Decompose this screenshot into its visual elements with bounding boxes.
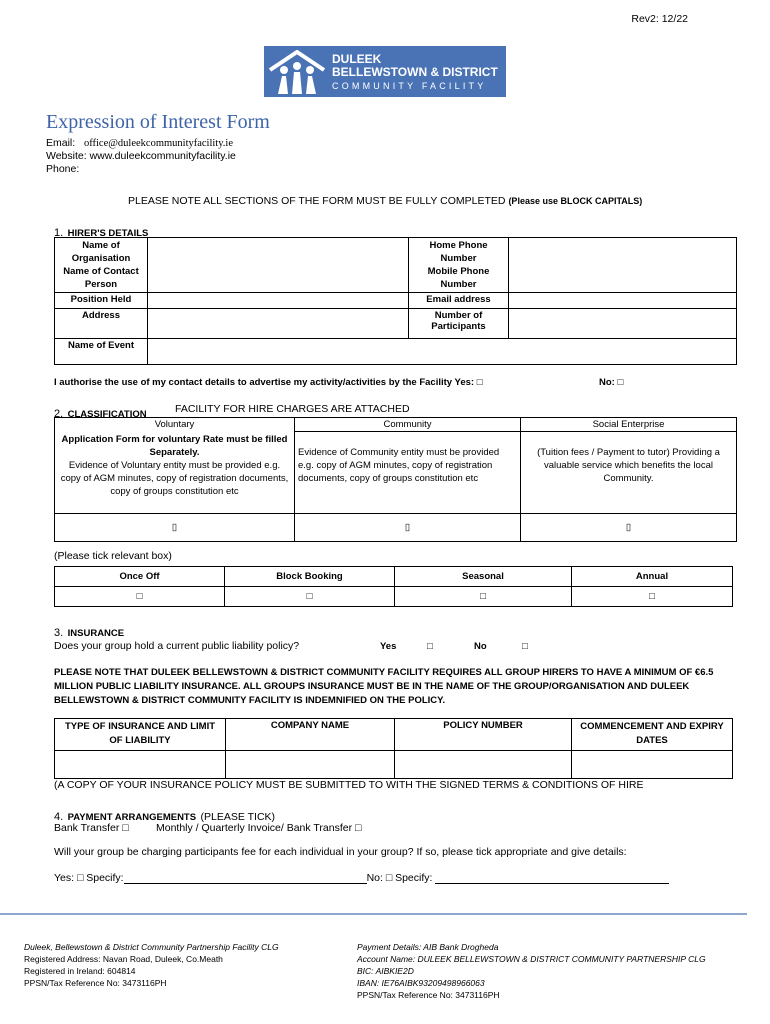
insurance-no: No <box>474 641 487 652</box>
label-address: Address <box>55 309 148 339</box>
fee-yes-row <box>54 872 669 884</box>
fee-question: Will your group be charging participants fee for each individual in your group? If so, please tick appropriate and give details: <box>54 846 627 858</box>
footer-divider <box>0 913 747 915</box>
input-phones[interactable] <box>509 238 737 293</box>
fee-yes-label[interactable]: Yes: □ Specify: <box>54 872 124 884</box>
contact-block <box>46 137 236 176</box>
voluntary-evidence: Evidence of Voluntary entity must be provided e.g. copy of AGM minutes, copy of registration documents, copy of groups constitution etc <box>60 459 289 497</box>
section4-title: PAYMENT ARRANGEMENTS <box>67 812 197 823</box>
house-people-icon <box>268 50 326 94</box>
footer-registration: Registered in Ireland: 604814 <box>24 966 136 976</box>
fee-no-label[interactable]: No: □ Specify: <box>366 872 433 884</box>
label-home-phone: Home Phone Number <box>429 240 488 264</box>
tick-note: (Please tick relevant box) <box>54 550 172 562</box>
voluntary-details <box>55 432 295 514</box>
footer-address: Registered Address: Navan Road, Duleek, Co.Meath <box>24 954 223 964</box>
label-event: Name of Event <box>55 339 148 365</box>
phone-label: Phone: <box>46 163 80 175</box>
hirer-details-table <box>54 237 737 365</box>
authorise-statement: I authorise the use of my contact details to advertise my activity/activities by the Facility Yes: □ <box>54 377 483 388</box>
booking-annual: Annual <box>572 567 733 587</box>
classification-table <box>54 417 737 542</box>
footer-tax-ref-2: PPSN/Tax Reference No: 3473116PH <box>357 990 500 1000</box>
ins-input-company[interactable] <box>226 751 395 779</box>
revision-label: Rev2: 12/22 <box>631 13 688 25</box>
note-sub: (Please use BLOCK CAPITALS) <box>508 196 643 206</box>
section3-heading <box>54 623 124 641</box>
insurance-question: Does your group hold a current public liability policy? <box>54 640 300 652</box>
completion-note <box>128 195 642 207</box>
logo-line3: COMMUNITY FACILITY <box>332 81 487 91</box>
insurance-yes: Yes <box>380 641 397 652</box>
logo-line2: BELLEWSTOWN & DISTRICT <box>332 65 498 79</box>
fee-no-specify-line[interactable] <box>435 872 669 884</box>
footer-account-name: Account Name: DULEEK BELLEWSTOWN & DISTRICT COMMUNITY PARTNERSHIP CLG <box>357 954 706 964</box>
input-org-contact[interactable] <box>148 238 409 293</box>
social-details: (Tuition fees / Payment to tutor) Providing a valuable service which benefits the local Community. <box>521 432 737 514</box>
label-name-contact: Name of Contact Person <box>63 266 139 290</box>
section4-number: 4. <box>54 811 64 823</box>
input-position[interactable] <box>148 293 409 309</box>
col-community: Community <box>295 418 521 432</box>
insurance-notice: PLEASE NOTE THAT DULEEK BELLEWSTOWN & DISTRICT COMMUNITY FACILITY REQUIRES ALL GROUP HIRERS TO HAVE A MINIMUM OF €6.5 MILLION PUBLIC LIABILITY INSURANCE. ALL GROUPS INSURANCE MUST BE IN THE NAME OF THE GROUP/ORGANISATION AND DULEEK BELLEWSTOWN & DISTRICT COMMUNITY FACILITY IS INDEMNIFIED ON THE POLICY. <box>54 667 714 706</box>
footer-iban: IBAN: IE76AIBK93209498966063 <box>357 978 485 988</box>
footer-payment-info <box>357 941 706 1001</box>
section4-sub: (PLEASE TICK) <box>200 811 276 823</box>
input-address[interactable] <box>148 309 409 339</box>
note-main: PLEASE NOTE ALL SECTIONS OF THE FORM MUST BE FULLY COMPLETED <box>128 195 506 207</box>
label-email: Email address <box>409 293 509 309</box>
insurance-copy-note: (A COPY OF YOUR INSURANCE POLICY MUST BE SUBMITTED TO WITH THE SIGNED TERMS & CONDITIONS OF HIRE <box>54 779 644 791</box>
section3-title: INSURANCE <box>67 628 125 639</box>
form-title: Expression of Interest Form <box>46 111 270 133</box>
section2-number: 2. <box>54 408 64 420</box>
booking-type-table <box>54 566 733 607</box>
col-voluntary: Voluntary <box>55 418 295 432</box>
community-evidence: Evidence of Community entity must be provided e.g. copy of AGM minutes, copy of registration documents, copy of groups constitution etc <box>295 432 521 514</box>
tick-annual[interactable]: □ <box>572 587 733 607</box>
footer-tax-ref: PPSN/Tax Reference No: 3473116PH <box>24 978 167 988</box>
ins-col-type: TYPE OF INSURANCE AND LIMIT OF LIABILITY <box>55 719 226 751</box>
ins-input-policy[interactable] <box>395 751 572 779</box>
authorise-no[interactable]: No: □ <box>599 377 624 388</box>
ins-col-company: COMPANY NAME <box>226 719 395 751</box>
website-value: www.duleekcommunityfacility.ie <box>89 150 236 162</box>
label-name-org: Name of Organisation <box>71 240 131 264</box>
payment-monthly[interactable]: Monthly / Quarterly Invoice/ Bank Transfer □ <box>156 822 362 834</box>
input-event[interactable] <box>148 339 737 365</box>
section1-number: 1. <box>54 227 64 239</box>
section3-number: 3. <box>54 627 64 639</box>
footer-bic: BIC: AIBKIE2D <box>357 966 414 976</box>
footer-bank: Payment Details: AIB Bank Drogheda <box>357 942 499 952</box>
tick-social[interactable]: ▯ <box>521 514 737 542</box>
footer-company-info <box>24 941 279 989</box>
logo-line1: DULEEK <box>332 52 382 66</box>
tick-once-off[interactable]: □ <box>55 587 225 607</box>
ins-input-dates[interactable] <box>572 751 733 779</box>
fee-yes-specify-line[interactable] <box>124 872 367 884</box>
insurance-yes-box[interactable]: □ <box>427 641 433 652</box>
col-social: Social Enterprise <box>521 418 737 432</box>
label-position: Position Held <box>55 293 148 309</box>
booking-seasonal: Seasonal <box>395 567 572 587</box>
tick-seasonal[interactable]: □ <box>395 587 572 607</box>
ins-input-type[interactable] <box>55 751 226 779</box>
insurance-no-box[interactable]: □ <box>522 641 528 652</box>
section1-title: HIRER'S DETAILS <box>67 228 149 239</box>
tick-voluntary[interactable]: ▯ <box>55 514 295 542</box>
booking-once-off: Once Off <box>55 567 225 587</box>
voluntary-note: Application Form for voluntary Rate must be filled Separately. <box>61 433 288 458</box>
ins-col-policy: POLICY NUMBER <box>395 719 572 751</box>
section2-title: CLASSIFICATION <box>67 409 147 420</box>
charges-attached: FACILITY FOR HIRE CHARGES ARE ATTACHED <box>175 403 410 415</box>
facility-logo <box>264 46 506 97</box>
email-value: office@duleekcommunityfacility.ie <box>83 138 233 149</box>
payment-bank-transfer[interactable]: Bank Transfer □ <box>54 822 129 834</box>
insurance-table <box>54 718 733 779</box>
tick-block[interactable]: □ <box>225 587 395 607</box>
tick-community[interactable]: ▯ <box>295 514 521 542</box>
footer-company-name: Duleek, Bellewstown & District Community Partnership Facility CLG <box>24 942 279 952</box>
input-email[interactable] <box>509 293 737 309</box>
hirer-labels-cell <box>55 238 148 293</box>
label-mobile-phone: Mobile Phone Number <box>427 266 490 290</box>
label-participants: Number of Participants <box>409 309 509 339</box>
ins-col-dates: COMMENCEMENT AND EXPIRY DATES <box>572 719 733 751</box>
phone-labels-cell <box>409 238 509 293</box>
website-label: Website: <box>46 150 87 162</box>
email-label: Email: <box>46 137 76 149</box>
booking-block: Block Booking <box>225 567 395 587</box>
input-participants[interactable] <box>509 309 737 339</box>
